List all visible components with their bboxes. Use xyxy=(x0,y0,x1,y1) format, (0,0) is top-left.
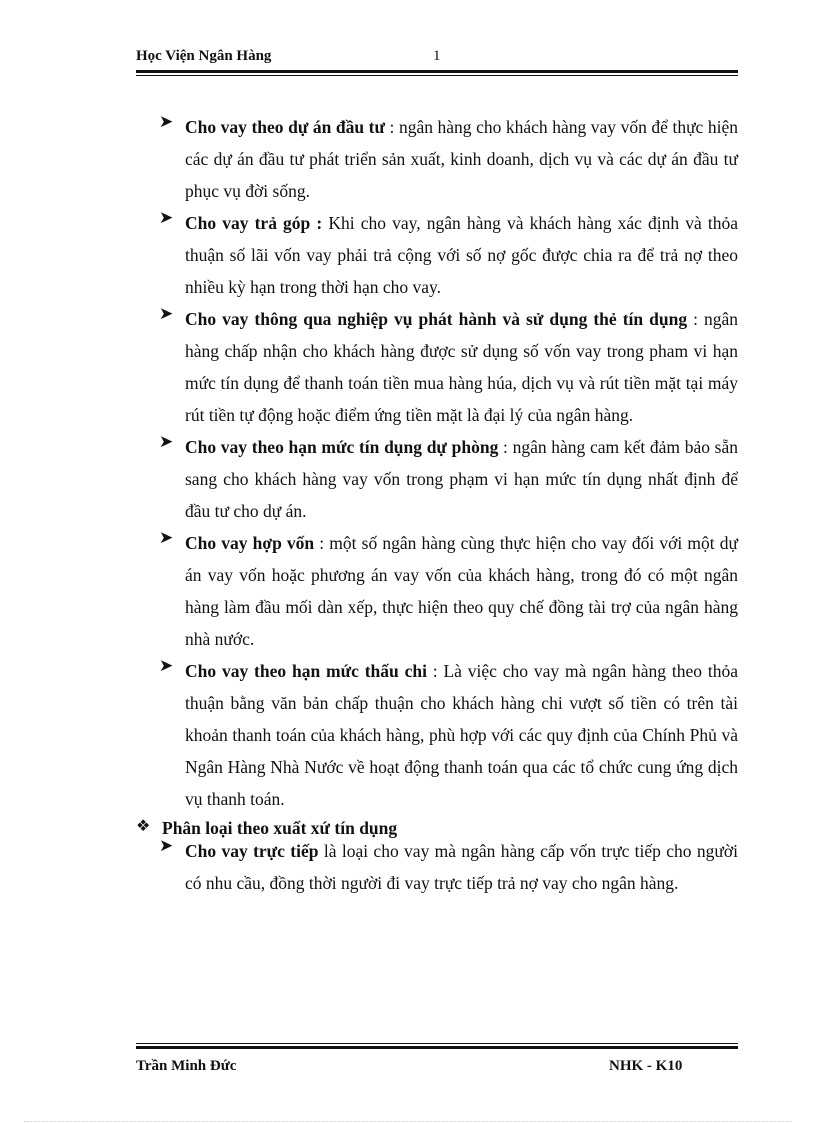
list-item-text: Khi cho vay, ngân hàng và khách hàng xác định và thỏa thuận số lãi vốn vay phải trả cộng với số nợ gốc được chia ra để trả nợ theo nhiều kỳ hạn trong thời hạn cho vay. xyxy=(185,213,739,297)
header-school-name: Học Viện Ngân Hàng xyxy=(136,48,272,64)
list-item-title: Cho vay theo hạn mức thấu chi xyxy=(185,661,427,681)
section-heading-text: Phân loại theo xuất xứ tín dụng xyxy=(162,818,398,838)
footer-code: NHK - K10 xyxy=(609,1058,683,1074)
list-item-paragraph xyxy=(185,207,738,303)
list-item-paragraph xyxy=(185,527,738,655)
list-item-paragraph xyxy=(185,111,738,207)
page-bottom-divider xyxy=(24,1121,792,1122)
list-item-paragraph xyxy=(185,431,738,527)
arrow-bullet-icon: ➤ xyxy=(159,208,174,228)
list-item xyxy=(136,431,738,527)
arrow-bullet-icon: ➤ xyxy=(159,836,174,856)
arrow-bullet-icon: ➤ xyxy=(159,528,174,548)
list-item xyxy=(136,111,738,207)
list-item-title: Cho vay theo hạn mức tín dụng dự phòng xyxy=(185,437,499,457)
list-item-text: : ngân hàng cam kết đảm bảo sẵn sang cho khách hàng vay vốn trong phạm vi hạn mức tín dụng nhất định để đầu tư cho dự án. xyxy=(185,437,738,521)
list-item-title: Cho vay theo dự án đầu tư xyxy=(185,117,385,137)
list-item-text: : ngân hàng cho khách hàng vay vốn để thực hiện các dự án đầu tư phát triển sản xuất, kinh doanh, dịch vụ và các dự án đầu tư phục vụ đời sống. xyxy=(185,117,738,201)
list-item-paragraph xyxy=(185,303,738,431)
list-item xyxy=(136,527,738,655)
page-footer xyxy=(136,1058,738,1080)
list-item-title: Cho vay trả góp : xyxy=(185,213,323,233)
arrow-bullet-icon: ➤ xyxy=(159,432,174,452)
list-item xyxy=(136,655,738,815)
list-item-text: là loại cho vay mà ngân hàng cấp vốn trực tiếp cho người có nhu cầu, đồng thời người đi vay trực tiếp trả nợ vay cho ngân hàng. xyxy=(185,841,739,893)
list-item-title: Cho vay thông qua nghiệp vụ phát hành và sử dụng thẻ tín dụng xyxy=(185,309,688,329)
list-item-text: : Là việc cho vay mà ngân hàng theo thỏa thuận bằng văn bản chấp thuận cho khách hàng chi vượt số tiền có trên tài khoản thanh toán của khách hàng, phù hợp với các quy định của Chính Phủ và Ngân Hàng Nhà Nước về hoạt động thanh toán qua các tổ chức cung ứng dịch vụ thanh toán. xyxy=(185,661,738,809)
footer-rule-thick xyxy=(136,1046,738,1049)
arrow-bullet-icon: ➤ xyxy=(159,656,174,676)
footer-author: Trần Minh Đức xyxy=(136,1058,237,1074)
diamond-bullet-icon: ❖ xyxy=(136,816,151,835)
list-item-paragraph xyxy=(185,835,738,899)
list-item-title: Cho vay trực tiếp xyxy=(185,841,319,861)
arrow-bullet-icon: ➤ xyxy=(159,304,174,324)
page-header xyxy=(136,48,738,70)
list-item xyxy=(136,303,738,431)
list-item-title: Cho vay hợp vốn xyxy=(185,533,315,553)
list-item xyxy=(136,207,738,303)
list-item xyxy=(136,835,738,899)
list-item-text: : một số ngân hàng cùng thực hiện cho vay đối với một dự án vay vốn hoặc phương án vay vốn của khách hàng, trong đó có một ngân hàng làm đầu mối dàn xếp, thực hiện theo quy chế đồng tài trợ của ngân hàng nhà nước. xyxy=(185,533,738,649)
document-body xyxy=(136,111,738,899)
header-rule-thin xyxy=(136,75,738,76)
header-rule-thick xyxy=(136,70,738,73)
list-item-text: : ngân hàng chấp nhận cho khách hàng được sử dụng số vốn vay trong pham vi hạn mức tín dụng để thanh toán tiền mua hàng húa, dịch vụ và rút tiền mặt tại máy rút tiền tự động hoặc điểm ứng tiền mặt là đại lý của ngân hàng. xyxy=(185,309,738,425)
list-item-paragraph xyxy=(185,655,738,815)
footer-rule-thin xyxy=(136,1043,738,1044)
arrow-bullet-icon: ➤ xyxy=(159,112,174,132)
header-page-number: 1 xyxy=(433,48,441,64)
